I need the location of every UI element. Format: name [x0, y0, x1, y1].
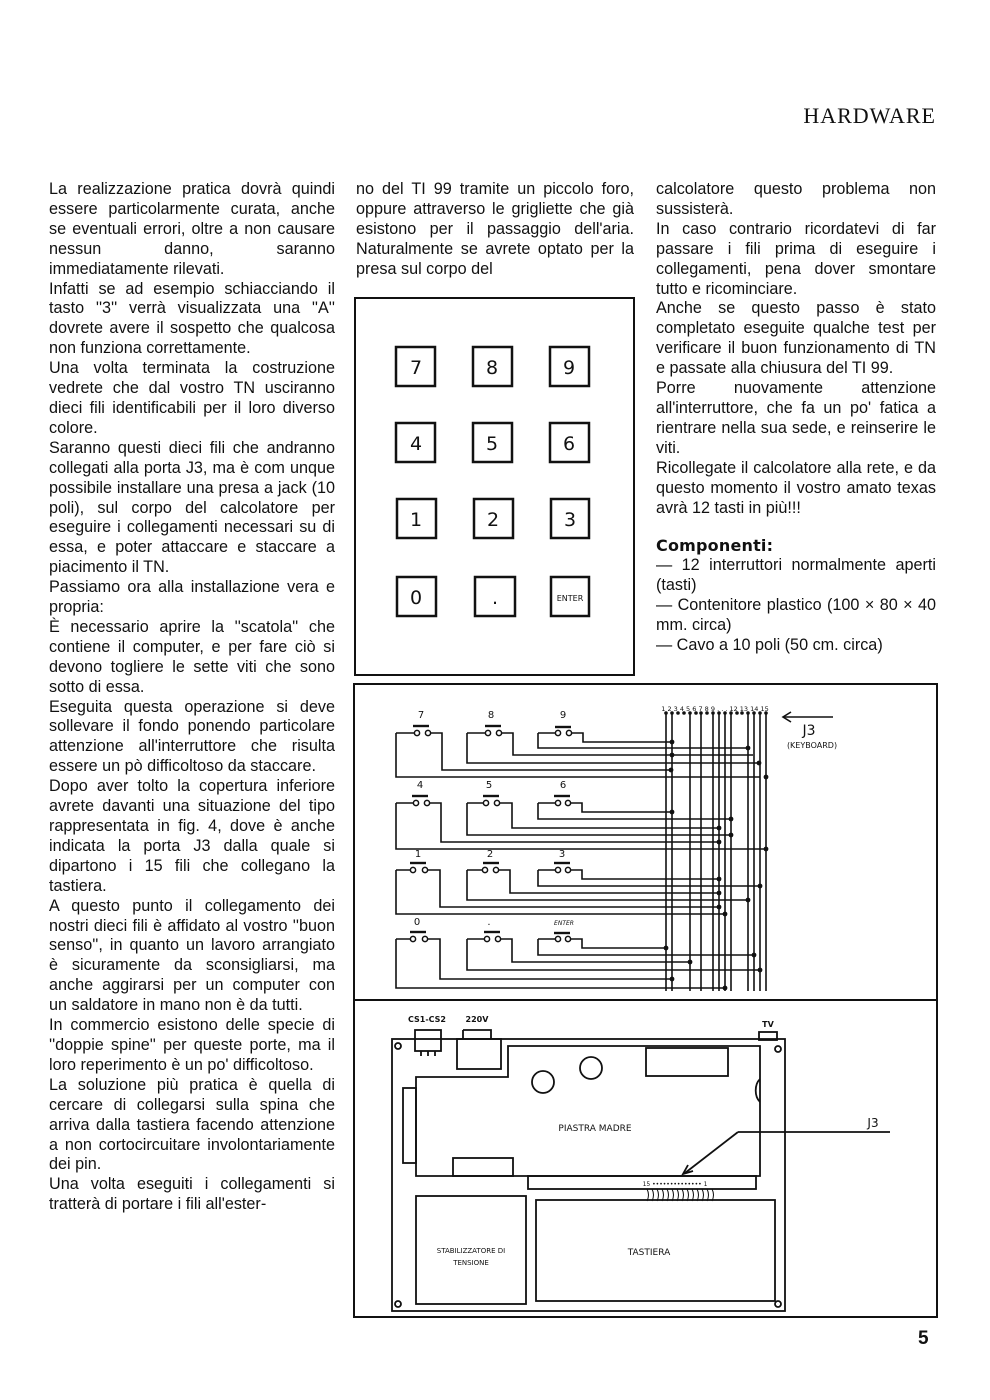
motherboard-layout-diagram	[353, 999, 938, 1318]
regulator-label-2: TENSIONE	[453, 1259, 489, 1267]
paragraph: La realizzazione pratica dovrà quindi essere particolarmente curata, anche se eventuali errori, oltre a non causare nessun danno, saranno immediatamente rilevati.	[49, 180, 335, 278]
components-heading: Componenti:	[656, 536, 774, 556]
key-3: 3	[563, 509, 577, 531]
text-column-2	[356, 180, 634, 280]
text-column-1	[49, 180, 335, 1215]
wiring-drawing	[355, 685, 936, 1001]
key-0: 0	[409, 587, 423, 609]
key-enter: ENTER	[556, 594, 584, 603]
switch-label-6: 6	[559, 780, 567, 791]
cs-label: CS1-CS2	[407, 1015, 447, 1024]
paragraph: Ricollegate il calcolatore alla rete, e da questo momento il vostro amato texas avrà 12 tasti in più!!!	[656, 458, 936, 517]
key-5: 5	[485, 433, 499, 455]
keypad-figure	[354, 297, 635, 676]
paragraph: Porre nuovamente attenzione all'interruttore, che fa un po' fatica a rientrare nella sua sede, e reinserire le viti.	[656, 379, 936, 457]
components-list	[656, 556, 936, 656]
paragraph: Infatti se ad esempio schiacciando il tasto ''3'' verrà visualizzata una ''A'' dovrete avere il sospetto che qualcosa non funziona correttamente.	[49, 279, 335, 358]
keyboard-block-label: TASTIERA	[627, 1248, 671, 1258]
key-6: 6	[562, 433, 576, 455]
paragraph: È necessario aprire la ''scatola'' che contiene il computer, e per fare ciò si devono togliere le sette viti che sono sotto di essa.	[49, 617, 335, 696]
text-column-3	[656, 180, 936, 656]
keyboard-label: (KEYBOARD)	[786, 741, 838, 750]
switch-label-1: 1	[414, 849, 422, 860]
paragraph: Eseguita questa operazione si deve sollevare il fondo ponendo particolare attenzione all'interruttore che risulta essere un pò difficoltoso da staccare.	[49, 697, 335, 776]
power-label: 220V	[465, 1015, 489, 1024]
key-dot: .	[491, 587, 499, 609]
j3-pin-numbers: 1 2 3 4 5 6 7 8 9 . . . 12 13 14 15	[661, 705, 769, 713]
paragraph: Dopo aver tolto la copertura inferiore avrete davanti una situazione del tipo rappresentata in fig. 4, dove è anche indicata la porta J3 dalla quale si dipartono i 15 fili che collegano la tastiera.	[49, 777, 335, 895]
switch-label-5: 5	[485, 780, 493, 791]
switch-label-4: 4	[416, 780, 424, 791]
paragraph: Una volta terminata la costruzione vedrete che dal vostro TN usciranno dieci fili identificabili per il loro diverso colore.	[49, 359, 335, 437]
component-item: — 12 interruttori normalmente aperti (tasti)	[656, 556, 936, 595]
switch-label-2: 2	[486, 849, 494, 860]
motherboard-label: PIASTRA MADRE	[558, 1124, 632, 1134]
paragraph: Una volta eseguiti i collegamenti si tratterà di portare i fili all'ester-	[49, 1175, 335, 1214]
key-2: 2	[486, 509, 500, 531]
regulator-label-1: STABILIZZATORE DI	[436, 1247, 506, 1255]
j3-label: J3	[802, 723, 816, 739]
component-item: — Contenitore plastico (100 × 80 × 40 mm. circa)	[656, 596, 936, 635]
wiring-diagram	[353, 683, 938, 1001]
paragraph: A questo punto il collegamento dei nostri dieci fili è affidato al vostro ''buon senso'', in quanto un lavoro arrangiato è sicuramente da sconsigliarsi, ma anche aggirarsi per un computer con un saldatore in mano non è da tutti.	[49, 896, 335, 1015]
key-8: 8	[485, 357, 499, 379]
switch-label-enter: ENTER	[554, 920, 574, 927]
paragraph: In caso contrario ricordatevi di far passare i fili prima di eseguire i collegamenti, pena dover smontare tutto e ricominciare.	[656, 219, 936, 298]
j3-pointer-label: J3	[867, 1116, 879, 1130]
key-4: 4	[409, 433, 423, 455]
paragraph: calcolatore questo problema non sussisterà.	[656, 180, 936, 218]
switch-label-8: 8	[487, 710, 495, 721]
section-header: HARDWARE	[803, 103, 936, 128]
component-item: — Cavo a 10 poli (50 cm. circa)	[656, 635, 883, 654]
paragraph: no del TI 99 tramite un piccolo foro, oppure attraverso le grigliette che già esistono per il passaggio dell'aria. Naturalmente se avrete optato per la presa sul corpo del	[356, 180, 634, 278]
paragraph: Anche se questo passo è stato completato eseguite qualche test per verificare il buon funzionamento di TN e passate alla chiusura del TI 99.	[656, 299, 936, 378]
paragraph: Passiamo ora alla installazione vera e propria:	[49, 578, 335, 617]
key-1: 1	[409, 509, 423, 531]
j3-pin-row: 15 •••••••••••••• 1	[642, 1181, 708, 1188]
paragraph: In commercio esistono delle specie di ''doppie spine'' per queste porte, ma il loro reperimento è un po' difficoltoso.	[49, 1016, 335, 1074]
tv-label: TV	[762, 1020, 774, 1029]
keypad-drawing	[356, 299, 633, 674]
switch-label-7: 7	[417, 710, 425, 721]
key-7: 7	[409, 357, 423, 379]
paragraph: La soluzione più pratica è quella di cercare di collegarsi sulla spina che arriva dalla tastiera facendo attenzione a non cortocircuitare involontariamente dei pin.	[49, 1075, 335, 1174]
key-9: 9	[562, 357, 576, 379]
paragraph: Saranno questi dieci fili che andranno collegati alla porta J3, ma è com unque possibile installare una presa a jack (10 poli), sul corpo del calcolatore per eseguire i collegamenti necessari su di essa, e poter attaccare e staccare a piacimento il TN.	[49, 438, 335, 577]
switch-label-3: 3	[558, 849, 566, 860]
switch-label-0: 0	[413, 917, 421, 928]
switch-label-9: 9	[559, 710, 567, 721]
page-number: 5	[918, 1328, 929, 1349]
board-drawing	[355, 1001, 936, 1316]
switch-label-dot: .	[487, 917, 491, 928]
